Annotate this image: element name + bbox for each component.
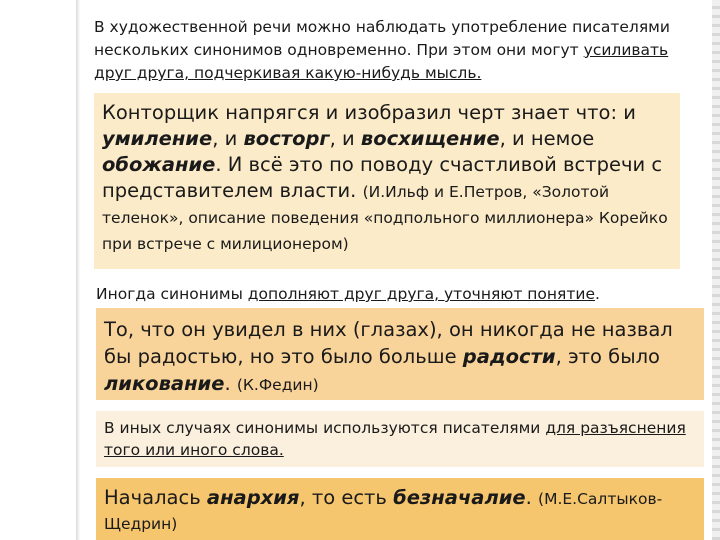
middle-paragraph	[96, 283, 696, 305]
middle-underlined-text: дополняют друг друга, уточняют понятие	[247, 285, 596, 303]
intro-paragraph	[94, 16, 704, 85]
example3-text-1: Началась	[104, 486, 207, 509]
example2-text-2: , это было	[555, 345, 660, 368]
synonym-likovanie: ликование	[104, 372, 225, 395]
synonym-umilenie: умиление	[102, 127, 213, 150]
synonym-voskhishchenie: восхищение	[360, 127, 500, 150]
example1-text-5: . И всё это по поводу счастливой встречи с представителем власти.	[102, 153, 663, 202]
synonym-anarkhiya: анархия	[206, 486, 300, 509]
example1-text-3: , и	[329, 127, 361, 150]
example3-text-3: .	[525, 486, 539, 509]
synonym-vostorg: восторг	[243, 127, 330, 150]
synonym-radosti: радости	[462, 345, 556, 368]
example2-text-3: .	[224, 372, 237, 395]
slide-right-edge	[712, 0, 720, 540]
example2-text-1: То, что он увидел в них (глазах), он никогда не назвал бы радостью, но это было больше	[104, 318, 673, 368]
example-box-ilf-petrov	[94, 93, 680, 269]
middle-end: .	[595, 285, 600, 303]
explain-underlined-text: для разъяснения того или иного слова.	[104, 419, 686, 459]
example2-source: (К.Федин)	[236, 376, 319, 394]
synonym-beznachalie: безначалие	[393, 486, 526, 509]
intro-text: В художественной речи можно наблюдать употребление писателями нескольких синонимов одновременно. При этом они могут	[94, 18, 670, 59]
example1-text-4: , и немое	[499, 127, 595, 150]
example1-text-2: , и	[212, 127, 244, 150]
middle-text: Иногда синонимы	[96, 285, 248, 303]
slide-left-edge	[76, 0, 80, 540]
example1-source: (И.Ильф и Е.Петров, «Золотой теленок», описание поведения «подпольного миллионера» Корейко при встрече с милиционером)	[102, 183, 668, 253]
example-box-saltykov	[96, 478, 704, 540]
example-box-fedin	[96, 308, 704, 400]
explanation-box	[96, 411, 704, 467]
example1-text-1: Конторщик напрягся и изобразил черт знает что: и	[102, 101, 636, 124]
example3-source: (М.Е.Салтыков-Щедрин)	[104, 490, 663, 533]
example3-text-2: , то есть	[299, 486, 394, 509]
intro-underlined-text: усиливать друг друга, подчеркивая какую-нибудь мысль.	[94, 41, 669, 82]
explain-text: В иных случаях синонимы используются писателями	[104, 419, 546, 437]
synonym-obozhanie: обожание	[102, 153, 216, 176]
